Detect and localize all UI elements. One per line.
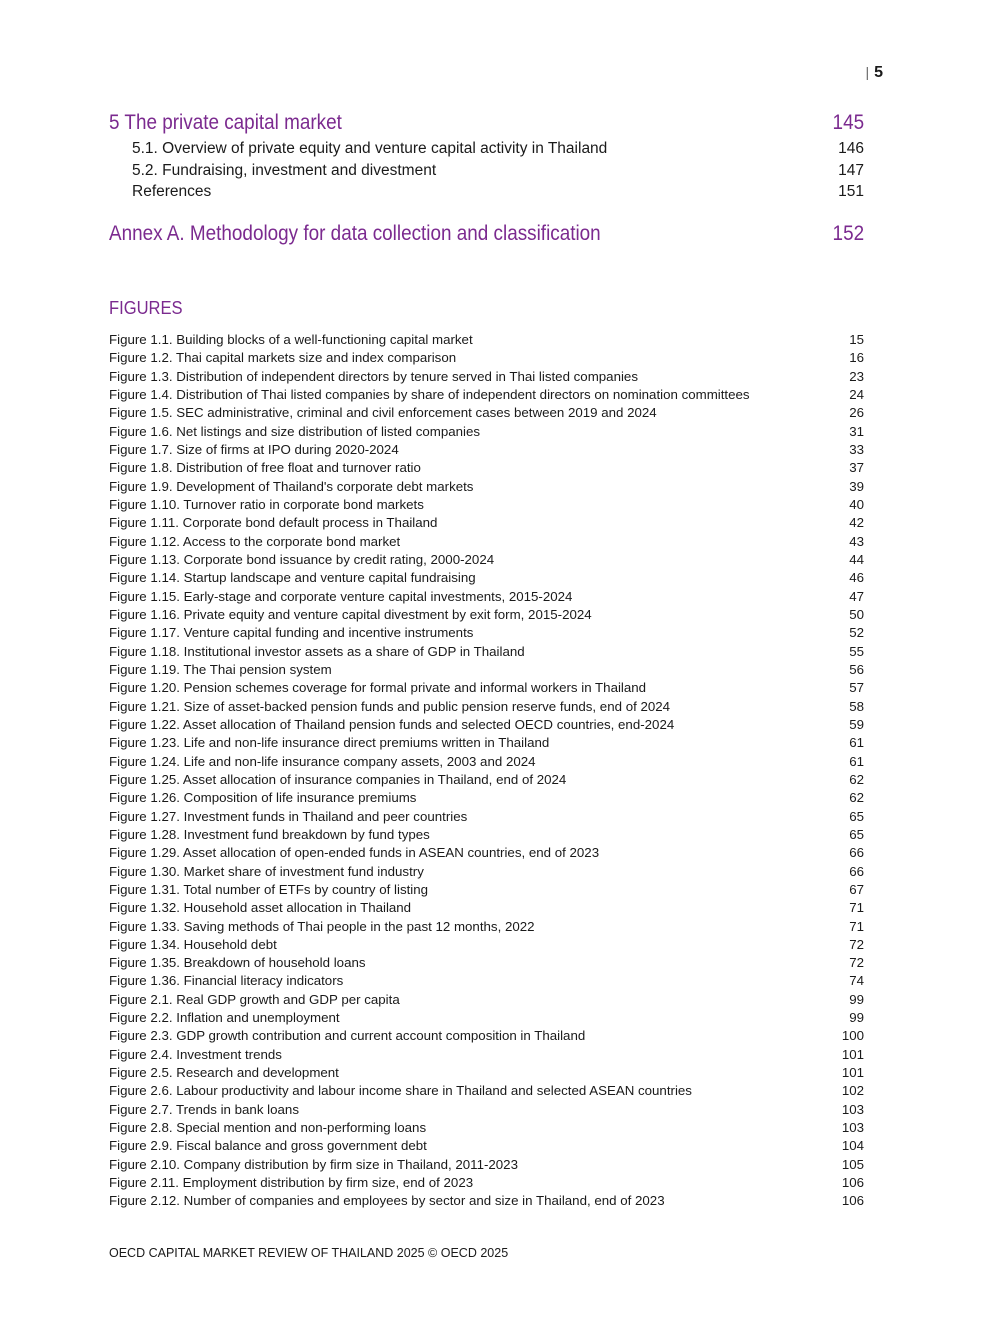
figure-list-item[interactable] xyxy=(109,679,864,697)
figure-title: Figure 1.18. Institutional investor assets as a share of GDP in Thailand xyxy=(109,643,525,659)
figure-list-item[interactable] xyxy=(109,533,864,551)
figure-title: Figure 2.3. GDP growth contribution and current account composition in Thailand xyxy=(109,1028,586,1044)
figure-page: 58 xyxy=(849,698,864,714)
figure-page: 26 xyxy=(849,405,864,421)
figure-page: 105 xyxy=(841,1156,864,1172)
figure-list-item[interactable] xyxy=(109,1119,864,1137)
figure-title: Figure 1.22. Asset allocation of Thailand pension funds and selected OECD countries, end-2024 xyxy=(109,716,675,732)
figure-title: Figure 2.11. Employment distribution by firm size, end of 2023 xyxy=(109,1175,474,1191)
figure-page: 47 xyxy=(849,588,864,604)
figure-list-item[interactable] xyxy=(109,624,864,642)
figure-title: Figure 1.32. Household asset allocation in Thailand xyxy=(109,900,412,916)
figure-list-item[interactable] xyxy=(109,459,864,477)
figure-page: 106 xyxy=(841,1175,864,1191)
figure-list-item[interactable] xyxy=(109,386,864,404)
figure-page: 101 xyxy=(841,1046,864,1062)
figure-list-item[interactable] xyxy=(109,789,864,807)
figure-title: Figure 1.33. Saving methods of Thai people in the past 12 months, 2022 xyxy=(109,918,535,934)
figure-title: Figure 1.16. Private equity and venture capital divestment by exit form, 2015-2024 xyxy=(109,606,592,622)
figure-title: Figure 1.31. Total number of ETFs by country of listing xyxy=(109,881,429,897)
toc-subsection-title: 5.2. Fundraising, investment and divestment xyxy=(132,162,437,179)
figure-title: Figure 1.8. Distribution of free float and turnover ratio xyxy=(109,460,421,476)
toc-chapter-5[interactable] xyxy=(109,111,864,135)
figure-list-item[interactable] xyxy=(109,441,864,459)
figure-list-item[interactable] xyxy=(109,1174,864,1192)
figure-page: 15 xyxy=(849,332,864,347)
header-divider: | xyxy=(865,64,870,80)
figure-list-item[interactable] xyxy=(109,588,864,606)
figure-title: Figure 1.19. The Thai pension system xyxy=(109,661,332,677)
figure-title: Figure 1.24. Life and non-life insurance company assets, 2003 and 2024 xyxy=(109,753,536,769)
figure-title: Figure 1.35. Breakdown of household loans xyxy=(109,955,366,971)
figure-title: Figure 1.23. Life and non-life insurance direct premiums written in Thailand xyxy=(109,735,550,751)
figure-list-item[interactable] xyxy=(109,1046,864,1064)
figure-page: 65 xyxy=(849,808,864,824)
figure-list-item[interactable] xyxy=(109,368,864,386)
figure-page: 16 xyxy=(849,350,864,366)
figure-list-item[interactable] xyxy=(109,349,864,367)
figure-page: 62 xyxy=(849,771,864,787)
figure-title: Figure 1.9. Development of Thailand's corporate debt markets xyxy=(109,478,474,494)
figure-title: Figure 1.14. Startup landscape and venture capital fundraising xyxy=(109,570,476,586)
figure-list-item[interactable] xyxy=(109,753,864,771)
toc-subsection-page: 146 xyxy=(838,140,864,157)
figure-list-item[interactable] xyxy=(109,551,864,569)
figure-list-item[interactable] xyxy=(109,899,864,917)
toc-chapter-title: 5 The private capital market xyxy=(109,111,342,134)
figure-list-item[interactable] xyxy=(109,991,864,1009)
figure-title: Figure 1.3. Distribution of independent directors by tenure served in Thai listed companies xyxy=(109,368,638,384)
figure-title: Figure 1.17. Venture capital funding and incentive instruments xyxy=(109,625,474,641)
figure-page: 31 xyxy=(849,423,864,439)
figure-title: Figure 2.7. Trends in bank loans xyxy=(109,1101,299,1117)
figure-page: 50 xyxy=(849,606,864,622)
figure-list-item[interactable] xyxy=(109,478,864,496)
figure-page: 99 xyxy=(849,991,864,1007)
page-number-value: 5 xyxy=(874,64,883,81)
figure-title: Figure 1.20. Pension schemes coverage for formal private and informal workers in Thailand xyxy=(109,680,647,696)
figure-page: 43 xyxy=(849,533,864,549)
figure-page: 24 xyxy=(849,386,864,402)
figure-list-item[interactable] xyxy=(109,734,864,752)
figure-page: 52 xyxy=(849,625,864,641)
figure-title: Figure 1.34. Household debt xyxy=(109,936,277,952)
figure-page: 72 xyxy=(849,936,864,952)
figure-list-item[interactable] xyxy=(109,514,864,532)
figure-title: Figure 2.2. Inflation and unemployment xyxy=(109,1010,340,1026)
figure-title: Figure 1.1. Building blocks of a well-functioning capital market xyxy=(109,332,473,347)
toc-subsection-page: 147 xyxy=(838,162,864,179)
figure-list-item[interactable] xyxy=(109,1064,864,1082)
figure-title: Figure 1.11. Corporate bond default process in Thailand xyxy=(109,515,438,531)
figure-title: Figure 1.27. Investment funds in Thailand and peer countries xyxy=(109,808,468,824)
figure-title: Figure 2.4. Investment trends xyxy=(109,1046,282,1062)
figure-list-item[interactable] xyxy=(109,698,864,716)
figure-page: 42 xyxy=(849,515,864,531)
figure-title: Figure 1.21. Size of asset-backed pension funds and public pension reserve funds, end of 2024 xyxy=(109,698,671,714)
figure-title: Figure 1.6. Net listings and size distribution of listed companies xyxy=(109,423,481,439)
figure-title: Figure 1.29. Asset allocation of open-ended funds in ASEAN countries, end of 2023 xyxy=(109,845,600,861)
figure-title: Figure 1.10. Turnover ratio in corporate bond markets xyxy=(109,496,424,512)
figure-list-item[interactable] xyxy=(109,826,864,844)
toc-subsection[interactable] xyxy=(132,140,864,158)
figure-title: Figure 2.8. Special mention and non-performing loans xyxy=(109,1120,427,1136)
figure-list-item[interactable] xyxy=(109,863,864,881)
figure-list-item[interactable] xyxy=(109,1101,864,1119)
figure-title: Figure 2.9. Fiscal balance and gross government debt xyxy=(109,1138,427,1154)
figure-page: 57 xyxy=(849,680,864,696)
figure-page: 65 xyxy=(849,826,864,842)
figure-list-item[interactable] xyxy=(109,1137,864,1155)
figure-list-item[interactable] xyxy=(109,404,864,422)
figure-title: Figure 1.28. Investment fund breakdown by fund types xyxy=(109,826,430,842)
figure-list-item[interactable] xyxy=(109,954,864,972)
figure-page: 103 xyxy=(841,1101,864,1117)
figure-list-item[interactable] xyxy=(109,569,864,587)
figure-title: Figure 1.2. Thai capital markets size and index comparison xyxy=(109,350,457,366)
figure-page: 40 xyxy=(849,496,864,512)
figure-title: Figure 1.5. SEC administrative, criminal and civil enforcement cases between 2019 and 2024 xyxy=(109,405,657,421)
toc-chapter-title: Annex A. Methodology for data collection and classification xyxy=(109,222,601,245)
page-number xyxy=(865,64,883,82)
figure-list-item[interactable] xyxy=(109,881,864,899)
figure-page: 39 xyxy=(849,478,864,494)
figure-list-item[interactable] xyxy=(109,496,864,514)
figure-list-item[interactable] xyxy=(109,808,864,826)
figure-list-item[interactable] xyxy=(109,1192,864,1210)
figure-page: 101 xyxy=(841,1065,864,1081)
toc-chapter-page: 145 xyxy=(832,111,865,134)
figure-title: Figure 2.6. Labour productivity and labour income share in Thailand and selected ASEAN countries xyxy=(109,1083,692,1099)
figure-page: 66 xyxy=(849,845,864,861)
figure-page: 106 xyxy=(841,1193,864,1209)
toc-subsection[interactable] xyxy=(132,183,864,201)
figure-page: 74 xyxy=(849,973,864,989)
figure-page: 55 xyxy=(849,643,864,659)
figure-title: Figure 1.4. Distribution of Thai listed companies by share of independent directors on nomination committees xyxy=(109,386,750,402)
figure-page: 66 xyxy=(849,863,864,879)
figure-list-item[interactable] xyxy=(109,1082,864,1100)
toc-subsection-title: 5.1. Overview of private equity and venture capital activity in Thailand xyxy=(132,140,608,157)
figure-title: Figure 1.30. Market share of investment fund industry xyxy=(109,863,424,879)
figure-title: Figure 2.1. Real GDP growth and GDP per capita xyxy=(109,991,400,1007)
figure-page: 67 xyxy=(849,881,864,897)
figure-page: 102 xyxy=(841,1083,864,1099)
figure-list-item[interactable] xyxy=(109,1009,864,1027)
figure-page: 71 xyxy=(849,918,864,934)
figure-page: 61 xyxy=(849,735,864,751)
figure-list-item[interactable] xyxy=(109,1027,864,1045)
figure-title: Figure 1.26. Composition of life insurance premiums xyxy=(109,790,417,806)
figure-title: Figure 1.12. Access to the corporate bond market xyxy=(109,533,401,549)
toc-subsection[interactable] xyxy=(132,162,864,180)
figure-page: 23 xyxy=(849,368,864,384)
figure-title: Figure 2.10. Company distribution by firm size in Thailand, 2011-2023 xyxy=(109,1156,518,1172)
figure-list-item[interactable] xyxy=(109,661,864,679)
figure-list-item[interactable] xyxy=(109,771,864,789)
figure-list-item[interactable] xyxy=(109,716,864,734)
figure-list-item[interactable] xyxy=(109,936,864,954)
figure-title: Figure 1.7. Size of firms at IPO during 2020-2024 xyxy=(109,441,399,457)
figure-list-item[interactable] xyxy=(109,643,864,661)
figure-page: 99 xyxy=(849,1010,864,1026)
figure-page: 56 xyxy=(849,661,864,677)
toc-subsection-page: 151 xyxy=(838,183,864,200)
figure-page: 62 xyxy=(849,790,864,806)
figure-title: Figure 2.5. Research and development xyxy=(109,1065,339,1081)
figure-title: Figure 1.36. Financial literacy indicators xyxy=(109,973,344,989)
figure-list-item[interactable] xyxy=(109,1156,864,1174)
figure-list-item[interactable] xyxy=(109,844,864,862)
figure-page: 44 xyxy=(849,551,864,567)
figure-title: Figure 1.25. Asset allocation of insurance companies in Thailand, end of 2024 xyxy=(109,771,567,787)
figure-list-item[interactable] xyxy=(109,972,864,990)
figure-page: 59 xyxy=(849,716,864,732)
figures-heading: FIGURES xyxy=(109,298,183,318)
figure-page: 46 xyxy=(849,570,864,586)
figure-page: 103 xyxy=(841,1120,864,1136)
figure-page: 71 xyxy=(849,900,864,916)
figure-page: 72 xyxy=(849,955,864,971)
page-footer: OECD CAPITAL MARKET REVIEW OF THAILAND 2025 © OECD 2025 xyxy=(109,1246,509,1260)
figure-list-item[interactable] xyxy=(109,918,864,936)
figure-page: 61 xyxy=(849,753,864,769)
figure-page: 104 xyxy=(841,1138,864,1154)
figure-list-item[interactable] xyxy=(109,423,864,441)
figure-title: Figure 1.13. Corporate bond issuance by credit rating, 2000-2024 xyxy=(109,551,495,567)
toc-chapter-page: 152 xyxy=(832,222,865,245)
toc-subsection-title: References xyxy=(132,183,212,200)
figure-title: Figure 2.12. Number of companies and employees by sector and size in Thailand, end of 2023 xyxy=(109,1193,665,1209)
figure-page: 37 xyxy=(849,460,864,476)
figure-page: 100 xyxy=(841,1028,864,1044)
figure-title: Figure 1.15. Early-stage and corporate venture capital investments, 2015-2024 xyxy=(109,588,573,604)
figures-list xyxy=(109,331,864,1211)
figure-list-item[interactable] xyxy=(109,331,864,349)
figure-page: 33 xyxy=(849,441,864,457)
figure-list-item[interactable] xyxy=(109,606,864,624)
toc-annex-a[interactable] xyxy=(109,222,864,246)
